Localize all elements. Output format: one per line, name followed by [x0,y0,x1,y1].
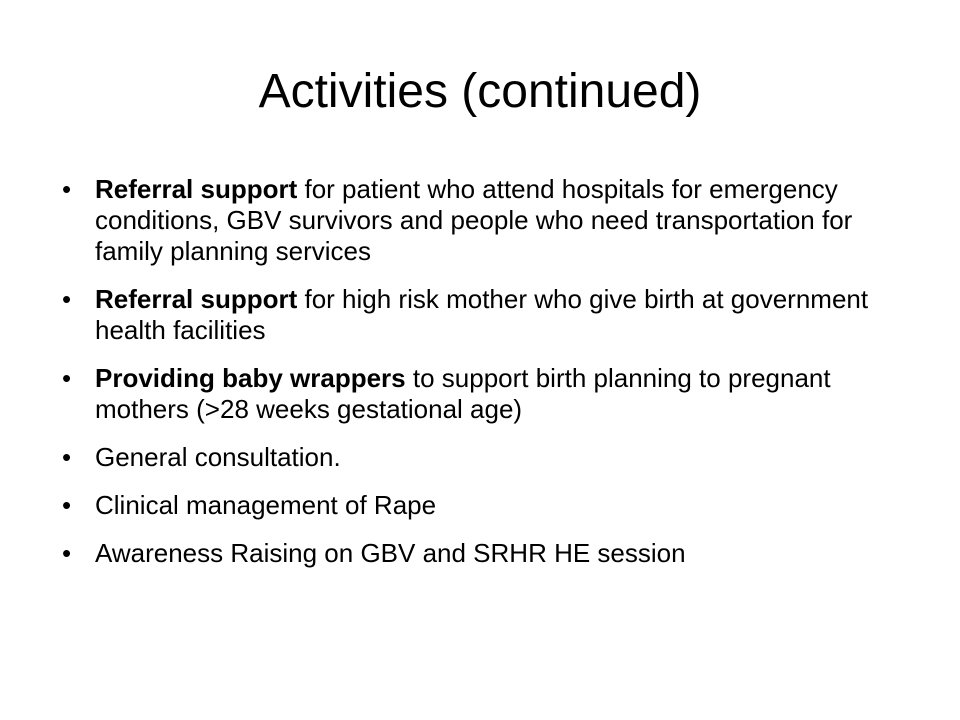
list-item [62,284,912,346]
bullet-text: Clinical management of Rape [95,490,437,520]
list-item [62,363,912,425]
bullet-dot-icon: • [62,363,72,393]
list-item [62,442,912,473]
bullet-text: General consultation. [95,442,341,472]
list-item [62,538,912,569]
bullet-dot-icon: • [62,284,72,314]
list-item [62,490,912,521]
bullet-text: to support birth planning to pregnant mothers (>28 weeks gestational age) [95,363,831,424]
bullet-bold-text: Referral support [95,174,298,204]
list-item [62,174,912,267]
bullet-list [62,174,912,586]
bullet-dot-icon: • [62,490,72,520]
bullet-dot-icon: • [62,538,72,568]
bullet-text: Awareness Raising on GBV and SRHR HE session [95,538,686,568]
bullet-bold-text: Providing baby wrappers [95,363,406,393]
bullet-bold-text: Referral support [95,284,298,314]
bullet-dot-icon: • [62,174,72,204]
slide-title: Activities (continued) [258,65,702,118]
bullet-text: for patient who attend hospitals for emergency conditions, GBV survivors and people who need transportation for family planning services [95,174,853,266]
bullet-dot-icon: • [62,442,72,472]
bullet-text: for high risk mother who give birth at government health facilities [95,284,869,345]
